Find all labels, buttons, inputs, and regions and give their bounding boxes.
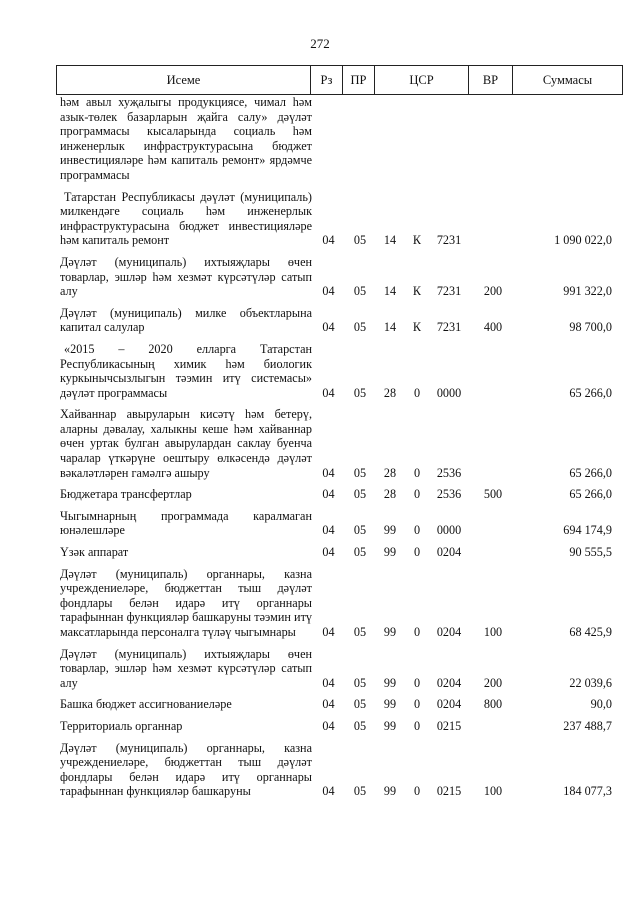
cell-csr-program: 14 <box>383 233 397 248</box>
cell-name: Дәүләт (муниципаль) органнары, казна учреждениеләре, бюджеттан тыш дәүләт фондлары белән идарә итү органнары тарафыннан функцияләр башкаруны <box>60 740 312 799</box>
cell-name: Дәүләт (муниципаль) милке объектларына капитал салулар <box>60 305 312 335</box>
cell-pr: 05 <box>353 523 367 538</box>
cell-rz: 04 <box>322 784 335 799</box>
cell-sum: 237 488,7 <box>563 718 612 733</box>
table-row <box>60 342 612 400</box>
cell-csr-direction: 0215 <box>436 718 462 733</box>
cell-csr-program: 99 <box>383 675 397 690</box>
cell-name: һәм авыл хуҗалыгы продукциясе, чимал һәм азык-төлек базарларын җайга салу» дәүләт программасы кысаларында социаль һәм инженерлык инфраструктурасына бюджет инвестицияләре һәм капиталь ремонт» ярдәмче программасы <box>60 95 312 182</box>
cell-csr-direction: 0204 <box>436 675 462 690</box>
cell-pr: 05 <box>353 718 367 733</box>
cell-sum: 68 425,9 <box>569 625 612 639</box>
cell-csr-subprogram: 0 <box>413 385 421 400</box>
cell-vr: 200 <box>483 284 503 299</box>
cell-csr-subprogram: 0 <box>413 545 421 560</box>
cell-rz: 04 <box>322 320 335 335</box>
header-pr: ПР <box>343 66 375 95</box>
cell-pr: 05 <box>353 385 367 400</box>
table-row <box>60 509 612 538</box>
table-row <box>60 697 612 712</box>
cell-pr: 05 <box>353 233 367 248</box>
cell-rz: 04 <box>322 697 335 712</box>
cell-csr-subprogram: 0 <box>413 523 421 538</box>
cell-csr-subprogram: 0 <box>413 697 421 712</box>
table-row <box>60 190 612 248</box>
table-row <box>60 306 612 335</box>
cell-name: Дәүләт (муниципаль) ихтыяҗлары өчен товарлар, эшләр һәм хезмәт күрсәтүләр сатып алу <box>60 254 312 299</box>
cell-csr-subprogram: 0 <box>413 487 421 502</box>
cell-rz: 04 <box>322 385 335 400</box>
header-rz: Рз <box>311 66 343 95</box>
cell-rz: 04 <box>322 487 335 502</box>
cell-rz: 04 <box>322 233 335 248</box>
cell-pr: 05 <box>353 465 367 480</box>
cell-csr-direction: 7231 <box>436 320 462 335</box>
cell-rz: 04 <box>322 675 335 690</box>
table-row <box>60 567 612 640</box>
cell-name: Үзәк аппарат <box>60 545 129 560</box>
cell-csr-program: 14 <box>383 320 397 335</box>
table-row <box>60 95 612 183</box>
cell-name: Бюджетара трансфертлар <box>60 487 192 502</box>
cell-name: Дәүләт (муниципаль) ихтыяҗлары өчен товарлар, эшләр һәм хезмәт күрсәтүләр сатып алу <box>60 646 312 690</box>
cell-name: Татарстан Республикасы дәүләт (муниципаль) милкендәге социаль һәм инженерлык инфраструктурасына бюджет инвестицияләре һәм капиталь ремонт <box>60 189 312 248</box>
cell-csr-direction: 7231 <box>436 233 462 248</box>
cell-pr: 05 <box>353 675 367 690</box>
cell-csr-direction: 0204 <box>436 697 462 712</box>
cell-sum: 98 700,0 <box>569 320 612 335</box>
cell-vr: 800 <box>483 697 503 712</box>
cell-csr-direction: 0000 <box>436 385 462 400</box>
cell-name: Территориаль органнар <box>60 718 183 733</box>
table-row <box>60 545 612 560</box>
cell-name: Чыгымнарның программада каралмаган юнәлешләре <box>60 508 312 538</box>
header-csr: ЦСР <box>375 66 469 95</box>
cell-csr-program: 14 <box>383 284 397 299</box>
cell-csr-direction: 0204 <box>436 545 462 560</box>
cell-csr-program: 28 <box>383 465 397 480</box>
cell-pr: 05 <box>353 545 367 560</box>
table-row <box>60 647 612 691</box>
cell-sum: 694 174,9 <box>563 523 612 538</box>
cell-name: «2015 – 2020 елларга Татарстан Республикасының химик һәм биологик куркынычсызлыгын тәэмин итү системасы» дәүләт программасы <box>60 341 312 400</box>
cell-vr: 200 <box>483 675 503 690</box>
cell-vr: 500 <box>483 487 503 502</box>
cell-rz: 04 <box>322 545 335 560</box>
cell-vr: 100 <box>483 625 503 639</box>
cell-sum: 22 039,6 <box>569 675 612 690</box>
page-number: 272 <box>310 36 330 51</box>
cell-pr: 05 <box>353 625 367 639</box>
cell-rz: 04 <box>322 625 335 639</box>
cell-csr-program: 99 <box>383 784 397 799</box>
cell-name: Башка бюджет ассигнованиеләре <box>60 697 232 712</box>
cell-csr-program: 28 <box>383 487 397 502</box>
cell-csr-direction: 0204 <box>436 625 462 639</box>
cell-csr-direction: 7231 <box>436 284 462 299</box>
cell-pr: 05 <box>353 487 367 502</box>
cell-csr-program: 99 <box>383 625 397 639</box>
cell-csr-subprogram: К <box>412 233 422 248</box>
cell-rz: 04 <box>322 465 335 480</box>
cell-rz: 04 <box>322 284 335 299</box>
table-row <box>60 487 612 502</box>
cell-pr: 05 <box>353 284 367 299</box>
header-sum: Суммасы <box>513 66 623 95</box>
cell-csr-program: 99 <box>383 545 397 560</box>
cell-sum: 65 266,0 <box>569 385 612 400</box>
cell-csr-program: 99 <box>383 697 397 712</box>
header-vr: ВР <box>469 66 513 95</box>
cell-csr-subprogram: 0 <box>413 718 421 733</box>
cell-rz: 04 <box>322 718 335 733</box>
cell-sum: 65 266,0 <box>569 487 612 502</box>
cell-sum: 184 077,3 <box>563 784 612 799</box>
cell-csr-subprogram: 0 <box>413 465 421 480</box>
cell-csr-direction: 2536 <box>436 465 462 480</box>
cell-csr-direction: 2536 <box>436 487 462 502</box>
cell-pr: 05 <box>353 320 367 335</box>
table-body <box>60 95 612 806</box>
cell-sum: 991 322,0 <box>563 284 612 299</box>
cell-vr: 100 <box>483 784 503 799</box>
table-row <box>60 741 612 799</box>
cell-name: Дәүләт (муниципаль) органнары, казна учреждениеләре, бюджеттан тыш дәүләт фондлары белән идарә итү органнары тарафыннан функцияләр башкаруны тәэмин итү максатларында персоналга түләү чыгымнары <box>60 566 312 639</box>
cell-csr-subprogram: 0 <box>413 784 421 799</box>
cell-csr-direction: 0000 <box>436 523 462 538</box>
cell-csr-subprogram: 0 <box>413 675 421 690</box>
table-header <box>56 65 623 95</box>
cell-pr: 05 <box>353 784 367 799</box>
cell-pr: 05 <box>353 697 367 712</box>
cell-csr-direction: 0215 <box>436 784 462 799</box>
cell-csr-program: 28 <box>383 385 397 400</box>
table-row <box>60 719 612 734</box>
cell-sum: 90,0 <box>590 697 612 712</box>
table-row <box>60 407 612 480</box>
cell-sum: 90 555,5 <box>569 545 612 560</box>
cell-vr: 400 <box>483 320 503 335</box>
cell-name: Хайваннар авыруларын кисәтү һәм бетерү, аларны дәвалау, халыкны кеше һәм хайваннар өчен уртак булган авырулардан саклау буенча чаралар үткәрүне оештыру өлкәсендә дәүләт вәкаләтләрен гамәлгә ашыру <box>60 407 312 480</box>
cell-sum: 65 266,0 <box>569 465 612 480</box>
cell-csr-subprogram: К <box>412 320 422 335</box>
cell-rz: 04 <box>322 523 335 538</box>
table-row <box>60 255 612 299</box>
cell-csr-program: 99 <box>383 523 397 538</box>
cell-csr-program: 99 <box>383 718 397 733</box>
cell-csr-subprogram: 0 <box>413 625 421 639</box>
cell-sum: 1 090 022,0 <box>554 233 612 248</box>
cell-csr-subprogram: К <box>412 284 422 299</box>
header-name: Исеме <box>57 66 311 95</box>
